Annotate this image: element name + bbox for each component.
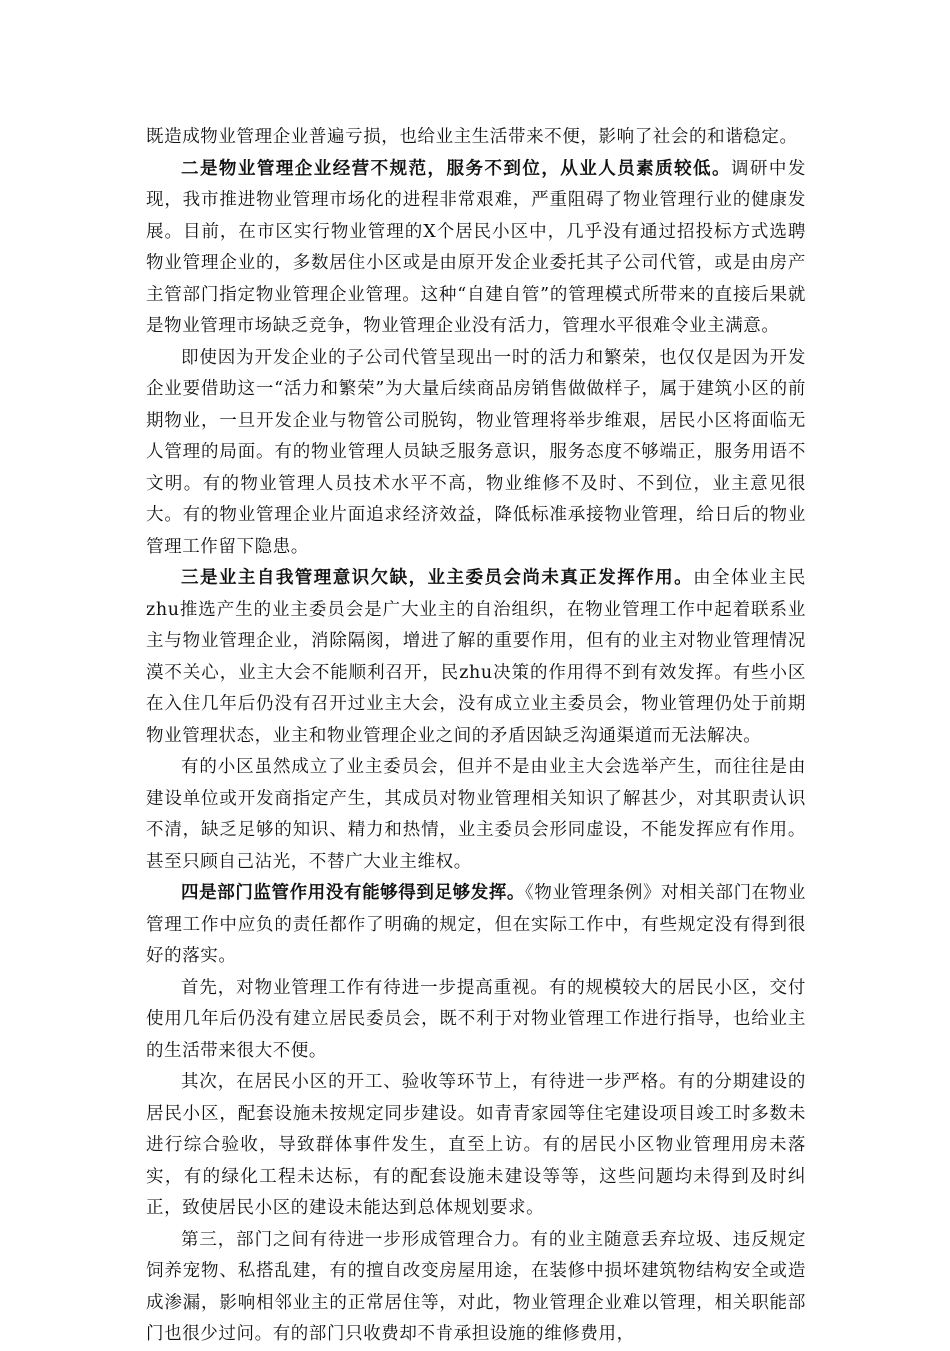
paragraph-text: 第三，部门之间有待进一步形成管理合力。有的业主随意丢弃垃圾、违反规定饲养宠物、私搭乱建，有的擅自改变房屋用途，在装修中损坏建筑物结构安全或造成渗漏，影响相邻业主的正常居住等，对此，物业管理企业难以管理，相关职能部门也很少过问。有的部门只收费却不肯承担设施的维修费用， — [146, 1229, 806, 1344]
paragraph-text: 既造成物业管理企业普遍亏损，也给业主生活带来不便，影响了社会的和谐稳定。 — [146, 127, 798, 147]
paragraph-6 — [146, 878, 806, 973]
paragraph-9 — [146, 1225, 806, 1351]
paragraph-heading: 二是物业管理企业经营不规范，服务不到位，从业人员素质较低。 — [181, 158, 731, 179]
paragraph-4 — [146, 563, 806, 752]
paragraph-text: 有的小区虽然成立了业主委员会，但并不是由业主大会选举产生，而往往是由建设单位或开发商指定产生，其成员对物业管理相关知识了解甚少，对其职责认识不清，缺乏足够的知识、精力和热情，业主委员会形同虚设，不能发挥应有作用。甚至只顾自己沾光，不替广大业主维权。 — [146, 757, 806, 872]
document-body — [146, 122, 806, 1351]
paragraph-heading: 三是业主自我管理意识欠缺，业主委员会尚未真正发挥作用。 — [181, 568, 694, 588]
paragraph-1 — [146, 122, 806, 154]
paragraph-text: 由全体业主民zhu推选产生的业主委员会是广大业主的自治组织，在物业管理工作中起着联系业主与物业管理企业，消除隔阂，增进了解的重要作用，但有的业主对物业管理情况漠不关心，业主大会不能顺利召开，民zhu决策的作用得不到有效发挥。有些小区在入住几年后仍没有召开过业主大会，没有成立业主委员会，物业管理仍处于前期物业管理状态，业主和物业管理企业之间的矛盾因缺乏沟通渠道而无法解决。 — [146, 568, 806, 746]
paragraph-5 — [146, 752, 806, 878]
paragraph-text: 其次，在居民小区的开工、验收等环节上，有待进一步严格。有的分期建设的居民小区，配套设施未按规定同步建设。如青青家园等住宅建设项目竣工时多数未进行综合验收，导致群体事件发生，直至上访。有的居民小区物业管理用房未落实，有的绿化工程未达标，有的配套设施未建设等等，这些问题均未得到及时纠正，致使居民小区的建设未能达到总体规划要求。 — [146, 1072, 806, 1218]
paragraph-text: 即使因为开发企业的子公司代管呈现出一时的活力和繁荣，也仅仅是因为开发企业要借助这一“活力和繁荣”为大量后续商品房销售做做样子，属于建筑小区的前期物业，一旦开发企业与物管公司脱钩，物业管理将举步维艰，居民小区将面临无人管理的局面。有的物业管理人员缺乏服务意识，服务态度不够端正，服务用语不文明。有的物业管理人员技术水平不高，物业维修不及时、不到位，业主意见很大。有的物业管理企业片面追求经济效益，降低标准承接物业管理，给日后的物业管理工作留下隐患。 — [146, 347, 806, 557]
paragraph-3 — [146, 343, 806, 564]
paragraph-8 — [146, 1067, 806, 1225]
paragraph-2 — [146, 154, 806, 343]
paragraph-text: 首先，对物业管理工作有待进一步提高重视。有的规模较大的居民小区，交付使用几年后仍没有建立居民委员会，既不利于对物业管理工作进行指导，也给业主的生活带来很大不便。 — [146, 977, 806, 1061]
paragraph-heading: 四是部门监管作用没有能够得到足够发挥。 — [181, 883, 526, 903]
paragraph-text: 《物业管理条例》对相关部门在物业管理工作中应负的责任都作了明确的规定，但在实际工作中，有些规定没有得到很好的落实。 — [146, 883, 806, 966]
paragraph-text: 调研中发现，我市推进物业管理市场化的进程非常艰难，严重阻碍了物业管理行业的健康发展。目前，在市区实行物业管理的X个居民小区中，几乎没有通过招投标方式选聘物业管理企业的，多数居住小区或是由原开发企业委托其子公司代管，或是由房产主管部门指定物业管理企业管理。这种“自建自管”的管理模式所带来的直接后果就是物业管理市场缺乏竞争，物业管理企业没有活力，管理水平很难令业主满意。 — [146, 158, 806, 336]
paragraph-7 — [146, 973, 806, 1068]
